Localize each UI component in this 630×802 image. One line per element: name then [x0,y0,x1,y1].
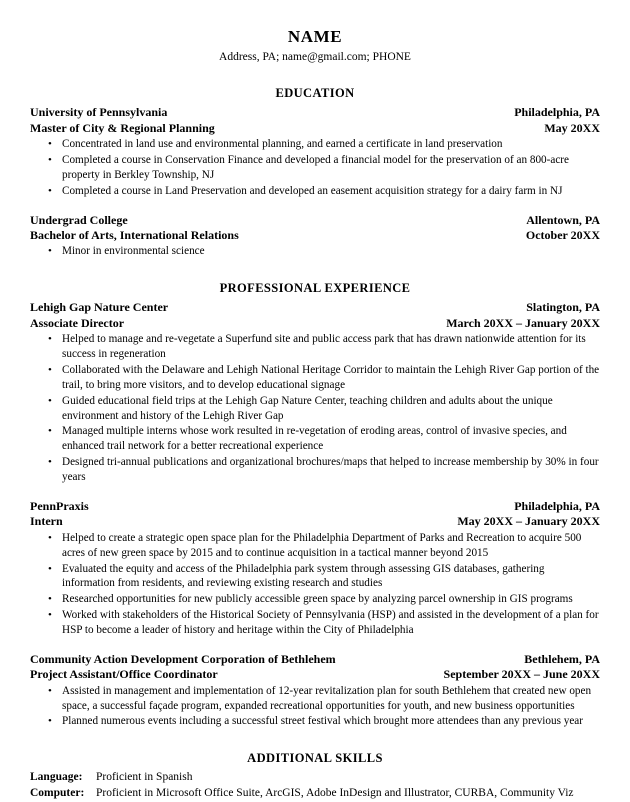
bullet-item [30,608,600,638]
experience-entry [30,300,600,485]
section-heading-education: EDUCATION [275,86,355,101]
bullet-text: Concentrated in land use and environmental planning, and earned a certificate in land preservation [62,138,503,151]
section-education [30,86,600,259]
bullet-item [30,153,600,183]
bullet-item [30,244,600,259]
experience-entry [30,499,600,638]
entry-bullet-list [30,244,600,259]
bullet-dot-icon: • [48,425,52,438]
entry-bullet-list [30,332,600,485]
bullet-dot-icon: • [48,333,52,346]
skills-list [30,770,600,802]
skill-label: Language: [30,771,83,784]
entry-bullet-list [30,684,600,730]
entry-dates: September 20XX – June 20XX [443,667,600,682]
bullet-item [30,184,600,199]
entry-title: Associate Director [30,315,125,330]
bullet-item [30,531,600,561]
experience-entry [30,652,600,729]
bullet-dot-icon: • [48,394,52,407]
bullet-dot-icon: • [48,593,52,606]
entry-title-row [30,316,600,331]
bullet-text: Minor in environmental science [62,245,205,258]
skill-row [30,770,600,786]
entry-organization: University of Pennsylvania [30,105,168,120]
bullet-dot-icon: • [48,531,52,544]
entry-org-row [30,105,600,120]
entry-organization: Lehigh Gap Nature Center [30,300,169,315]
entry-location: Philadelphia, PA [514,499,600,513]
bullet-item [30,684,600,714]
section-professional-experience [30,281,600,729]
skill-value: Proficient in Spanish [96,771,193,784]
section-heading-additional-skills: ADDITIONAL SKILLS [247,751,383,766]
bullet-text: Guided educational field trips at the Lehigh Gap Nature Center, teaching children and adults about the unique environment and history of the Lehigh River Gap [62,394,553,422]
bullet-dot-icon: • [48,245,52,258]
education-entry [30,213,600,260]
bullet-item [30,363,600,393]
entry-title-row [30,514,600,529]
entry-title-row [30,228,600,243]
entry-title: Master of City & Regional Planning [30,120,215,135]
entry-dates: October 20XX [525,228,600,243]
entry-dates: March 20XX – January 20XX [446,315,600,330]
entry-dates: May 20XX [544,120,600,135]
education-entry [30,105,600,198]
bullet-text: Completed a course in Conservation Finance and developed a financial model for the preservation of an 800-acre property in Berkley Township, NJ [62,154,569,181]
bullet-text: Assisted in management and implementation of 12-year revitalization plan for south Bethlehem that created new open space, a successful façade program, expanded recreational opportunities for youth, and new business opportunities [62,684,592,712]
entry-bullet-list [30,531,600,638]
bullet-text: Collaborated with the Delaware and Lehigh National Heritage Corridor to maintain the Lehigh River Gap portion of the trail, to bring more visitors, and to develop educational signage [62,363,600,391]
bullet-dot-icon: • [48,715,52,728]
bullet-dot-icon: • [48,184,52,197]
resume-header [30,28,600,64]
bullet-item [30,562,600,592]
entry-dates: May 20XX – January 20XX [457,514,600,529]
entry-organization: PennPraxis [30,499,89,513]
candidate-contact-line: Address, PA; name@gmail.com; PHONE [219,50,411,63]
entry-location: Allentown, PA [526,212,600,227]
bullet-dot-icon: • [48,562,52,575]
entry-location: Slatington, PA [526,300,600,315]
entry-org-row [30,652,600,667]
resume-content [30,0,600,802]
entry-title: Bachelor of Arts, International Relations [30,228,239,243]
bullet-text: Helped to manage and re-vegetate a Superfund site and public access park that has drawn nationwide attention for its success in regeneration [62,333,586,360]
bullet-text: Helped to create a strategic open space plan for the Philadelphia Department of Parks and Recreation to acquire 500 acres of new green space by 2015 and to continue acquisition in a tactical manner beyond 2015 [62,531,582,559]
bullet-item [30,394,600,424]
bullet-dot-icon: • [48,456,52,469]
bullet-text: Managed multiple interns whose work resulted in re-vegetation of eroding areas, control of invasive species, and enhanced trail network for a better recreational experience [62,425,567,453]
section-heading-professional-experience: PROFESSIONAL EXPERIENCE [219,281,411,296]
entry-title: Project Assistant/Office Coordinator [30,667,218,682]
bullet-text: Completed a course in Land Preservation and developed an easement acquisition strategy for a dairy farm in NJ [62,184,563,197]
bullet-item [30,714,600,729]
bullet-item [30,137,600,152]
entry-location: Bethlehem, PA [524,651,600,666]
bullet-text: Designed tri-annual publications and organizational brochures/maps that helped to increase membership by 30% in four years [62,456,599,484]
bullet-dot-icon: • [48,138,52,151]
bullet-text: Planned numerous events including a successful street festival which brought more attendees than any previous year [62,715,583,728]
section-additional-skills [30,751,600,802]
bullet-text: Evaluated the equity and access of the Philadelphia park system through assessing GIS databases, gathering information from residents, and reviewing existing research and studies [62,562,545,590]
entry-org-row [30,300,600,315]
entry-location: Philadelphia, PA [514,105,600,120]
entry-title-row [30,667,600,682]
bullet-dot-icon: • [48,154,52,167]
bullet-item [30,455,600,485]
bullet-text: Worked with stakeholders of the Historical Society of Pennsylvania (HSP) and assisted in the development of a plan for HSP to become a leader of history and heritage within the City of Philadelphia [62,609,599,637]
entry-bullet-list [30,137,600,199]
bullet-item [30,592,600,607]
bullet-dot-icon: • [48,609,52,622]
bullet-item [30,424,600,454]
skill-value: Proficient in Microsoft Office Suite, ArcGIS, Adobe InDesign and Illustrator, CURBA, Community Viz [96,787,574,800]
skill-row [30,786,600,802]
entry-title-row [30,121,600,136]
bullet-text: Researched opportunities for new publicly accessible green space by analyzing parcel ownership in GIS programs [62,593,573,606]
entry-organization: Undergrad College [30,212,128,227]
bullet-dot-icon: • [48,684,52,697]
entry-organization: Community Action Development Corporation of Bethlehem [30,651,336,666]
entry-org-row [30,213,600,228]
entry-org-row [30,499,600,514]
candidate-name: NAME [287,27,343,46]
bullet-item [30,332,600,362]
entry-title: Intern [30,514,63,529]
skill-label: Computer: [30,787,85,800]
bullet-dot-icon: • [48,363,52,376]
